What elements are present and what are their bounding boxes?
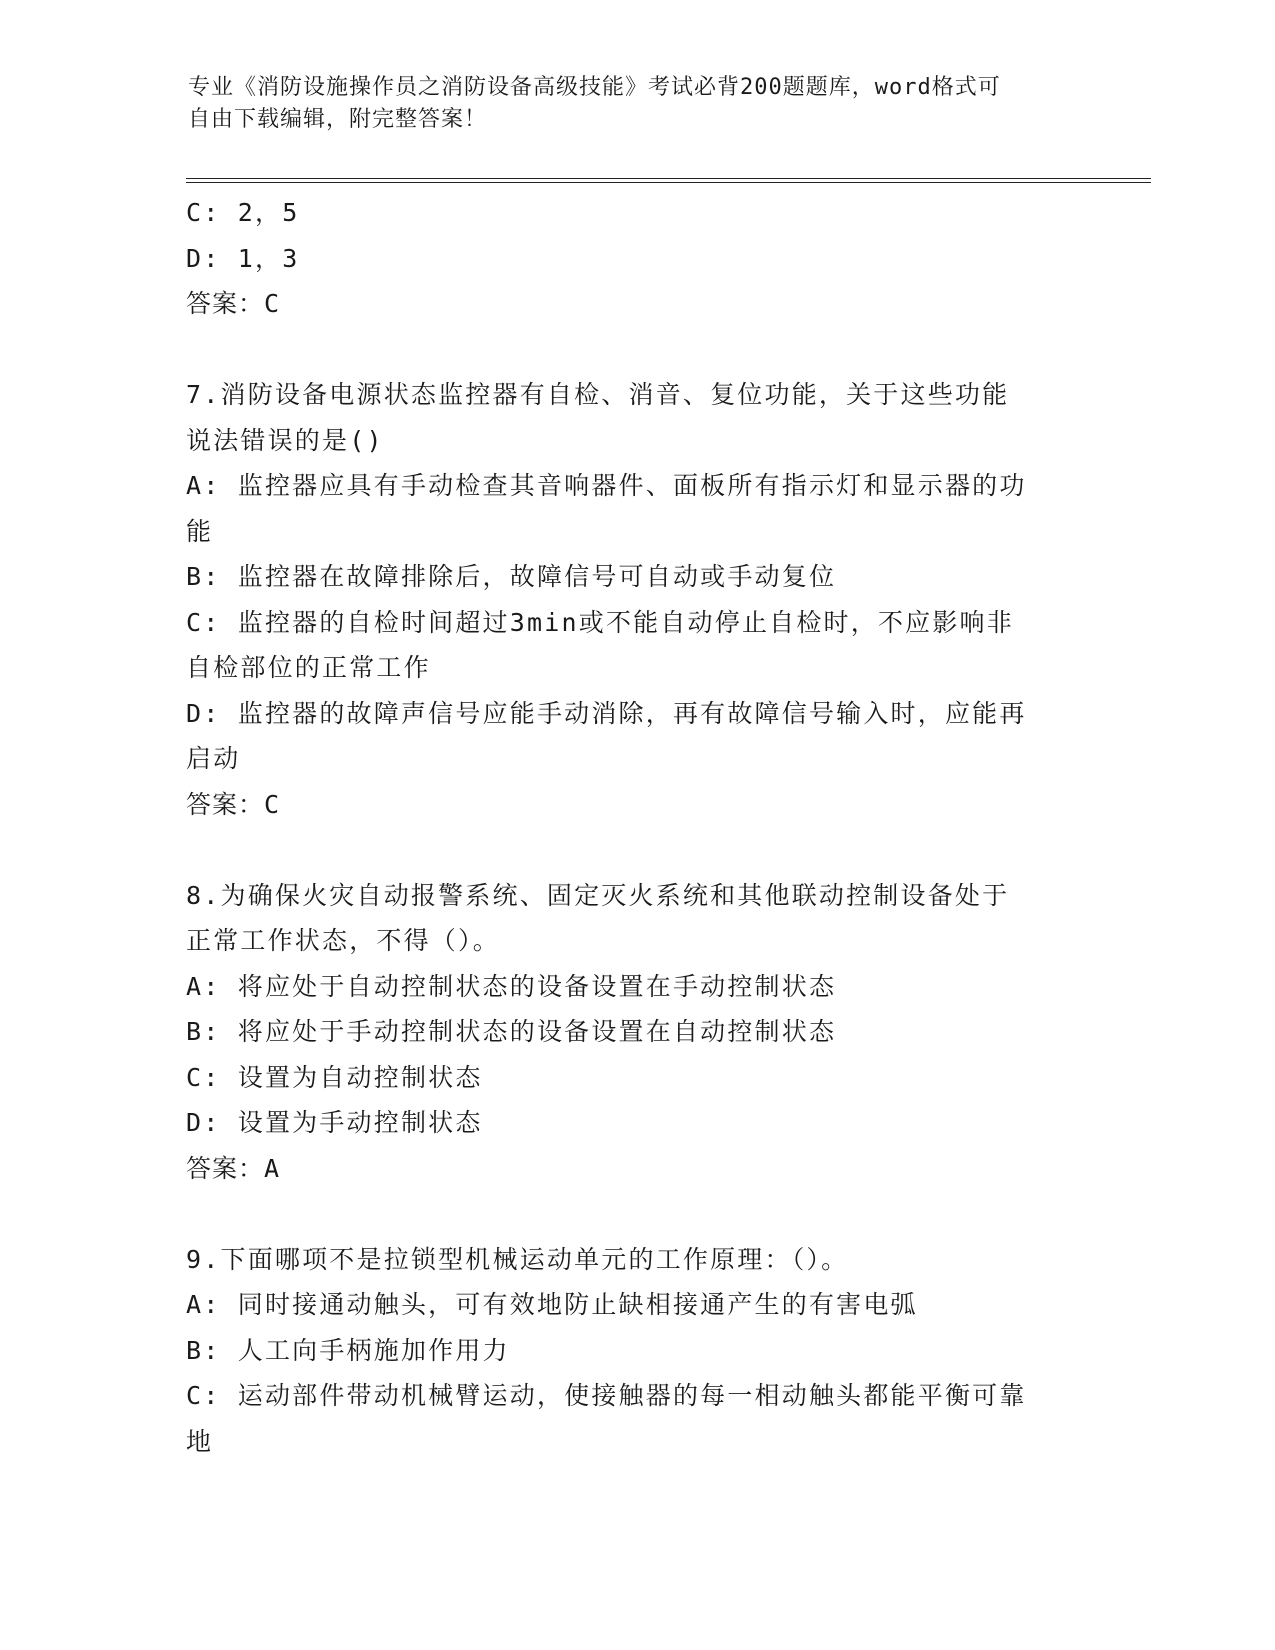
question-stem: 正常工作状态，不得（）。: [186, 926, 500, 955]
option-a: A: 监控器应具有手动检查其音响器件、面板所有指示灯和显示器的功: [186, 471, 1027, 500]
option-d: D: 1，3: [186, 243, 300, 273]
header-title-line: 自由下载编辑，附完整答案！: [188, 107, 488, 132]
answer-line: 答案：A: [186, 1153, 281, 1183]
header-title-line: 专业《消防设施操作员之消防设备高级技能》考试必背200题题库，word格式可: [188, 75, 1001, 100]
question-stem: 7.消防设备电源状态监控器有自检、消音、复位功能，关于这些功能: [186, 380, 1010, 409]
answer-line: 答案：C: [186, 289, 281, 318]
option-c: 地: [186, 1426, 214, 1456]
spacer: [186, 827, 1086, 873]
option-c: C: 2，5: [186, 198, 300, 227]
option-c: C: 监控器的自检时间超过3min或不能自动停止自检时，不应影响非: [186, 607, 1014, 637]
question-block-7: [186, 372, 1086, 827]
option-d: D: 监控器的故障声信号应能手动消除，再有故障信号输入时，应能再: [186, 698, 1027, 728]
option-c: C: 运动部件带动机械臂运动，使接触器的每一相动触头都能平衡可靠: [186, 1381, 1027, 1410]
document-header: [188, 72, 1068, 136]
option-a: A: 同时接通动触头，可有效地防止缺相接通产生的有害电弧: [186, 1290, 918, 1319]
option-c: 自检部位的正常工作: [186, 653, 431, 682]
option-a: A: 将应处于自动控制状态的设备设置在手动控制状态: [186, 971, 837, 1001]
spacer: [186, 327, 1086, 373]
option-b: B: 人工向手柄施加作用力: [186, 1335, 510, 1365]
spacer: [186, 1191, 1086, 1237]
question-stem: 9.下面哪项不是拉锁型机械运动单元的工作原理：（）。: [186, 1244, 849, 1274]
option-d: D: 设置为手动控制状态: [186, 1108, 483, 1137]
answer-line: 答案：C: [186, 789, 281, 819]
question-block-prev: [186, 190, 1086, 327]
option-b: B: 将应处于手动控制状态的设备设置在自动控制状态: [186, 1017, 837, 1046]
option-b: B: 监控器在故障排除后，故障信号可自动或手动复位: [186, 562, 837, 591]
question-block-8: [186, 873, 1086, 1192]
option-a: 能: [186, 516, 214, 546]
question-block-9: [186, 1237, 1086, 1465]
option-d: 启动: [186, 744, 241, 773]
header-divider: [186, 178, 1151, 183]
document-body: [186, 190, 1086, 1464]
question-stem: 8.为确保火灾自动报警系统、固定灭火系统和其他联动控制设备处于: [186, 880, 1010, 910]
question-stem: 说法错误的是(): [186, 425, 384, 455]
option-c: C: 设置为自动控制状态: [186, 1062, 483, 1092]
